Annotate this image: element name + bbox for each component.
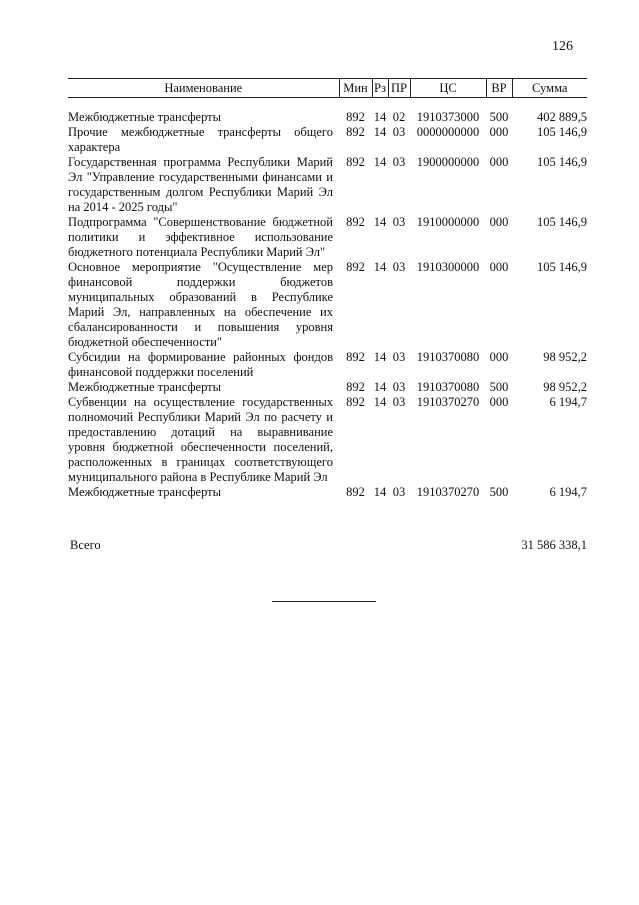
cell-name: Межбюджетные трансферты <box>68 485 222 499</box>
column-header-pr: ПР <box>388 79 410 98</box>
cell-name: Подпрограмма "Совершенствование бюджетной политики и эффективное использование бюджетного потенциала Республики Марий Эл" <box>68 215 333 259</box>
column-header-name: Наименование <box>68 79 339 98</box>
cell-name: Государственная программа Республики Марий Эл "Управление государственными финансами и государственным долгом Республики Марий Эл на 2014 - 2025 годы" <box>68 155 333 214</box>
column-header-vr: ВР <box>486 79 512 98</box>
cell-sum: 105 146,9 <box>537 215 587 229</box>
table-row <box>68 260 587 350</box>
cell-min: 892 <box>346 395 365 409</box>
cell-min: 892 <box>346 485 365 499</box>
cell-cs: 1910000000 <box>416 215 480 229</box>
column-header-cs: ЦС <box>410 79 486 98</box>
cell-cs: 1910300000 <box>416 260 480 274</box>
cell-name: Межбюджетные трансферты <box>68 110 222 124</box>
cell-rz: 14 <box>373 485 387 499</box>
table-row <box>68 98 587 126</box>
cell-pr: 03 <box>392 395 406 409</box>
cell-vr: 000 <box>489 155 509 169</box>
cell-sum: 105 146,9 <box>537 125 587 139</box>
cell-cs: 1910370080 <box>416 350 480 364</box>
cell-cs: 0000000000 <box>416 125 480 139</box>
cell-pr: 03 <box>392 215 406 229</box>
cell-min: 892 <box>346 110 365 124</box>
cell-rz: 14 <box>373 350 387 364</box>
cell-name: Субсидии на формирование районных фондов финансовой поддержки поселений <box>68 350 333 379</box>
cell-sum: 402 889,5 <box>537 110 587 124</box>
cell-rz: 14 <box>373 380 387 394</box>
cell-min: 892 <box>346 155 365 169</box>
cell-vr: 000 <box>489 215 509 229</box>
cell-sum: 98 952,2 <box>543 380 587 394</box>
cell-vr: 000 <box>489 260 509 274</box>
cell-min: 892 <box>346 125 365 139</box>
cell-vr: 500 <box>489 110 509 124</box>
cell-sum: 6 194,7 <box>549 395 587 409</box>
cell-name: Субвенции на осуществление государственных полномочий Республики Марий Эл по расчету и предоставлению дотаций на выравнивание уровня бюджетной обеспеченности поселений, расположенных в границах соответствующего муниципального района в Республике Марий Эл <box>68 395 333 484</box>
cell-pr: 02 <box>392 110 406 124</box>
table-header-row <box>68 79 587 98</box>
cell-vr: 000 <box>489 395 509 409</box>
cell-pr: 03 <box>392 350 406 364</box>
table-row <box>68 155 587 215</box>
table-row <box>68 485 587 500</box>
cell-rz: 14 <box>373 215 387 229</box>
cell-rz: 14 <box>373 125 387 139</box>
total-label: Всего <box>70 538 101 552</box>
cell-rz: 14 <box>373 110 387 124</box>
cell-sum: 105 146,9 <box>537 155 587 169</box>
cell-pr: 03 <box>392 260 406 274</box>
table-row <box>68 395 587 485</box>
cell-sum: 98 952,2 <box>543 350 587 364</box>
column-header-min: Мин <box>339 79 372 98</box>
cell-min: 892 <box>346 260 365 274</box>
cell-min: 892 <box>346 350 365 364</box>
cell-name: Прочие межбюджетные трансферты общего характера <box>68 125 333 154</box>
cell-name: Основное мероприятие "Осуществление мер финансовой поддержки бюджетов муниципальных образований в Республике Марий Эл, направленных на обеспечение их сбалансированности и повышения уровня бюджетной обеспеченности" <box>68 260 333 349</box>
table-row <box>68 215 587 260</box>
cell-vr: 000 <box>489 125 509 139</box>
page-number: 126 <box>552 39 573 54</box>
cell-rz: 14 <box>373 155 387 169</box>
budget-table <box>68 78 587 500</box>
table-body <box>68 98 587 501</box>
cell-rz: 14 <box>373 395 387 409</box>
cell-pr: 03 <box>392 155 406 169</box>
cell-cs: 1910370270 <box>416 395 480 409</box>
cell-vr: 500 <box>489 380 509 394</box>
cell-vr: 500 <box>489 485 509 499</box>
column-header-rz: Рз <box>372 79 388 98</box>
table-row <box>68 350 587 380</box>
total-value: 31 586 338,1 <box>521 538 587 552</box>
cell-cs: 1910370080 <box>416 380 480 394</box>
cell-pr: 03 <box>392 485 406 499</box>
cell-name: Межбюджетные трансферты <box>68 380 222 394</box>
cell-sum: 6 194,7 <box>549 485 587 499</box>
cell-pr: 03 <box>392 380 406 394</box>
column-header-sum: Сумма <box>512 79 587 98</box>
cell-pr: 03 <box>392 125 406 139</box>
cell-cs: 1900000000 <box>416 155 480 169</box>
cell-min: 892 <box>346 215 365 229</box>
cell-rz: 14 <box>373 260 387 274</box>
end-rule <box>272 601 376 602</box>
table-row <box>68 125 587 155</box>
cell-sum: 105 146,9 <box>537 260 587 274</box>
cell-vr: 000 <box>489 350 509 364</box>
cell-min: 892 <box>346 380 365 394</box>
cell-cs: 1910370270 <box>416 485 480 499</box>
table-row <box>68 380 587 395</box>
cell-cs: 1910373000 <box>416 110 480 124</box>
